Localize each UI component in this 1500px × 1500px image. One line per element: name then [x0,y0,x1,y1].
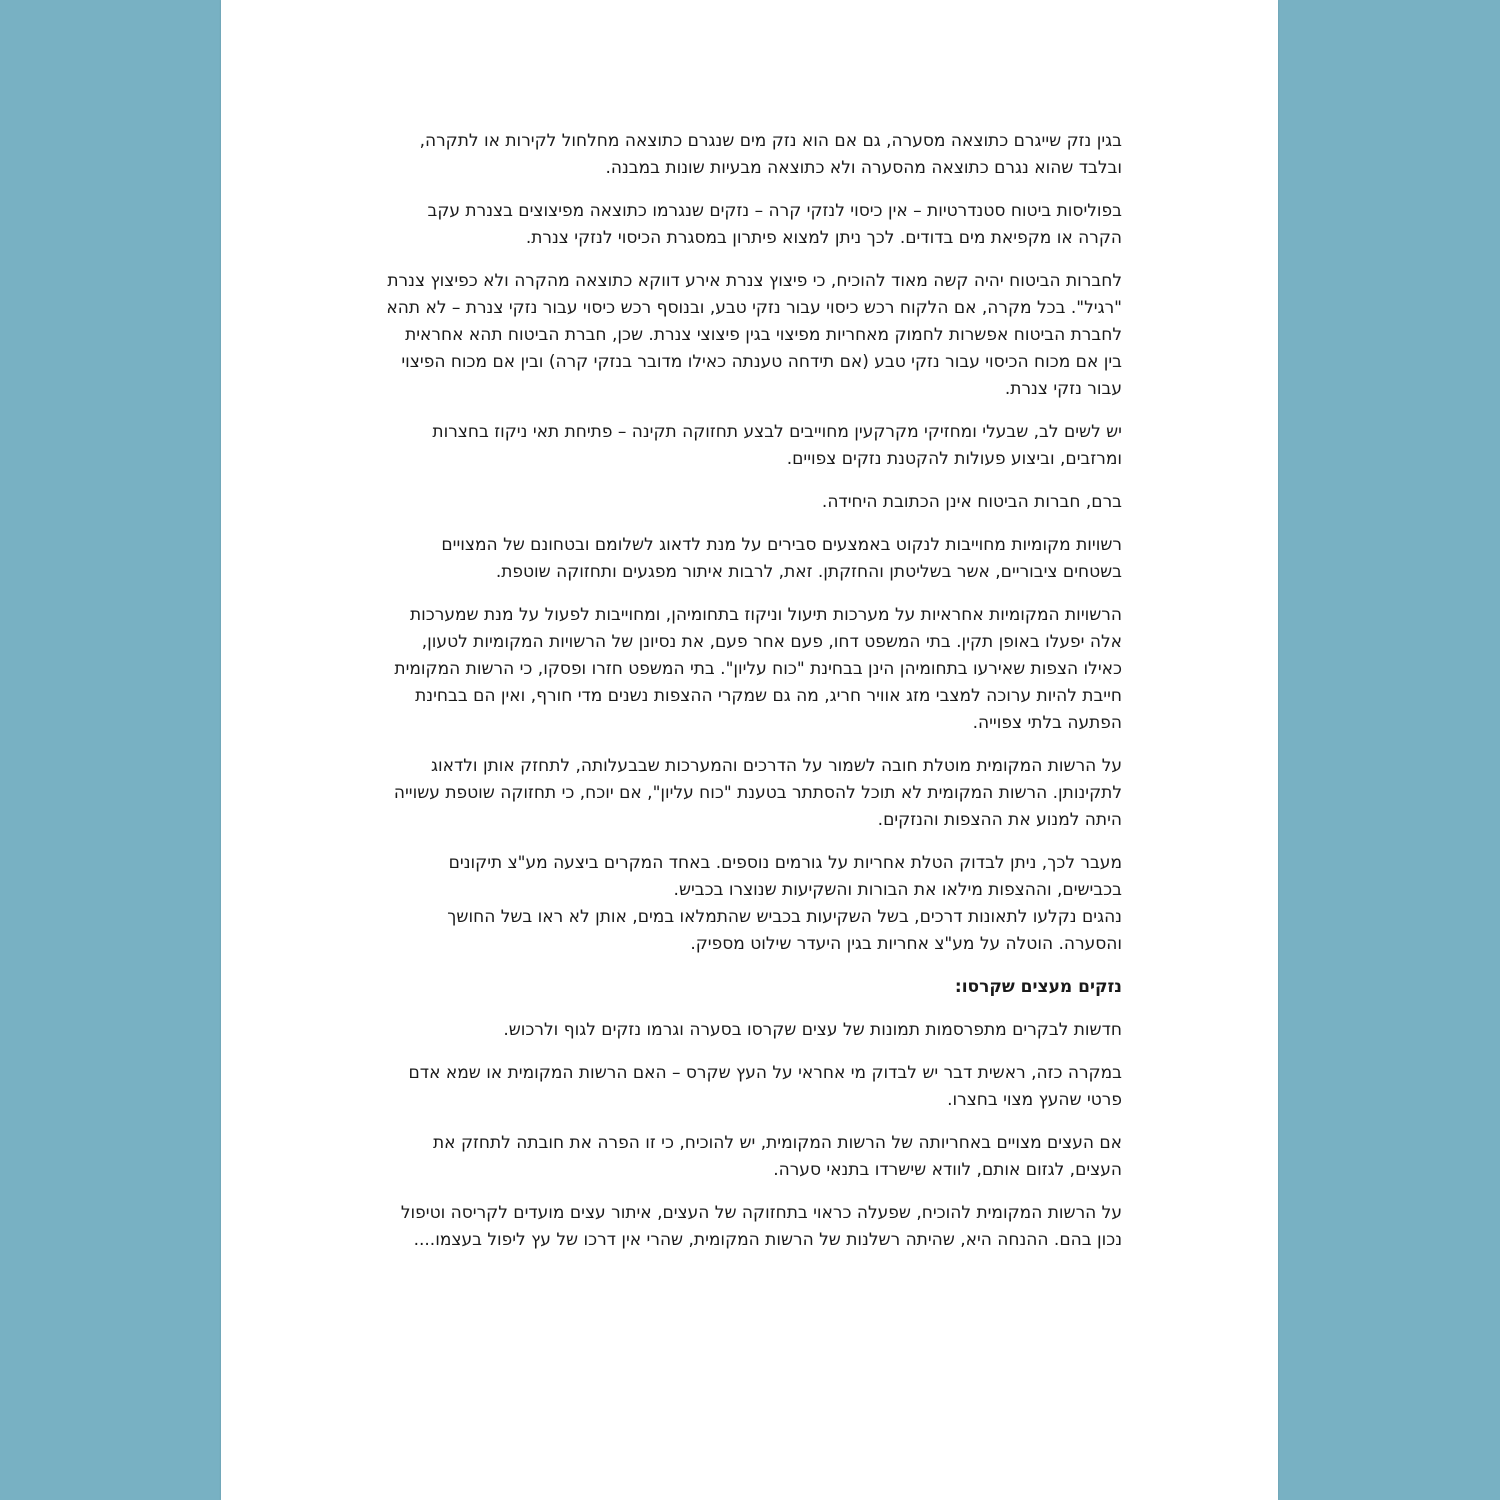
paragraph: הרשויות המקומיות אחראיות על מערכות תיעול וניקוז בתחומיהן, ומחוייבות לפעול על מנת שמערכות אלה יפעלו באופן תקין. בתי המשפט דחו, פעם אחר פעם, את נסיונן של הרשויות המקומיות לטעון, כאילו הצפות שאירעו בתחומיהן הינן בבחינת "כוח עליון". בתי המשפט חזרו ופסקו, כי הרשות המקומית חייבת להיות ערוכה למצבי מזג אוויר חריג, מה גם שמקרי ההצפות נשנים מדי חורף, ואין הם בבחינת הפתעה בלתי צפוייה. [394,605,1122,733]
document-body [384,128,1122,1270]
paragraph: על הרשות המקומית להוכיח, שפעלה כראוי בתחזוקה של העצים, איתור עצים מועדים לקריסה וטיפול נכון בהם. ההנחה היא, שהיתה רשלנות של הרשות המקומית, שהרי אין דרכו של עץ ליפול בעצמו.... [400,1203,1122,1250]
paragraph: יש לשים לב, שבעלי ומחזיקי מקרקעין מחוייבים לבצע תחזוקה תקינה – פתיחת תאי ניקוז בחצרות ומרזבים, וביצוע פעולות להקטנת נזקים צפויים. [432,422,1122,469]
section-heading: נזקים מעצים שקרסו: [954,977,1122,997]
paragraph: בגין נזק שייגרם כתוצאה מסערה, גם אם הוא נזק מים שנגרם כתוצאה מחלחול לקירות או לתקרה, ובלבד שהוא נגרם כתוצאה מהסערה ולא כתוצאה מבעיות שונות במבנה. [419,131,1122,178]
paragraph: במקרה כזה, ראשית דבר יש לבדוק מי אחראי על העץ שקרס – האם הרשות המקומית או שמא אדם פרטי שהעץ מצוי בחצרו. [408,1063,1122,1110]
paragraph: חדשות לבקרים מתפרסמות תמונות של עצים שקרסו בסערה וגרמו נזקים לגוף ולרכוש. [503,1020,1122,1040]
paragraph: מעבר לכך, ניתן לבדוק הטלת אחריות על גורמים נוספים. באחד המקרים ביצעה מע"צ תיקונים בכבישים, וההצפות מילאו את הבורות והשקיעות שנוצרו בכביש. נהגים נקלעו לתאונות דרכים, בשל השקיעות בכביש שהתמלאו במים, אותן לא ראו בשל החושך והסערה. הוטלה על מע"צ אחריות בגין היעדר שילוט מספיק. [447,853,1122,954]
paragraph: רשויות מקומיות מחוייבות לנקוט באמצעים סבירים על מנת לדאוג לשלומם ובטחונם של המצויים בשטחים ציבוריים, אשר בשליטתן והחזקתן. זאת, לרבות איתור מפגעים ותחזוקה שוטפת. [441,535,1122,582]
paragraph: ברם, חברות הביטוח אינן הכתובת היחידה. [821,492,1122,512]
paragraph: על הרשות המקומית מוטלת חובה לשמור על הדרכים והמערכות שבבעלותה, לתחזק אותן ולדאוג לתקינותן. הרשות המקומית לא תוכל להסתתר בטענת "כוח עליון", אם יוכח, כי תחזוקה שוטפת עשוייה היתה למנוע את ההצפות והנזקים. [393,756,1122,830]
paragraph: אם העצים מצויים באחריותה של הרשות המקומית, יש להוכיח, כי זו הפרה את חובתה לתחזק את העצים, לגזום אותם, לוודא שישרדו בתנאי סערה. [433,1133,1122,1180]
document-page [221,0,1278,1500]
paragraph: בפוליסות ביטוח סטנדרטיות – אין כיסוי לנזקי קרה – נזקים שנגרמו כתוצאה מפיצוצים בצנרת עקב הקרה או מקפיאת מים בדודים. לכך ניתן למצוא פיתרון במסגרת הכיסוי לנזקי צנרת. [427,201,1122,248]
paragraph: לחברות הביטוח יהיה קשה מאוד להוכיח, כי פיצוץ צנרת אירע דווקא כתוצאה מהקרה ולא כפיצוץ צנרת "רגיל". בכל מקרה, אם הלקוח רכש כיסוי עבור נזקי טבע, ובנוסף רכש כיסוי עבור נזקי צנרת – לא תהא לחברת הביטוח אפשרות לחמוק מאחריות מפיצוי בגין פיצוצי צנרת. שכן, חברת הביטוח תהא אחראית בין אם מכוח הכיסוי עבור נזקי טבע (אם תידחה טענתה כאילו מדובר בנזקי קרה) ובין אם מכוח הפיצוי עבור נזקי צנרת. [386,271,1122,399]
